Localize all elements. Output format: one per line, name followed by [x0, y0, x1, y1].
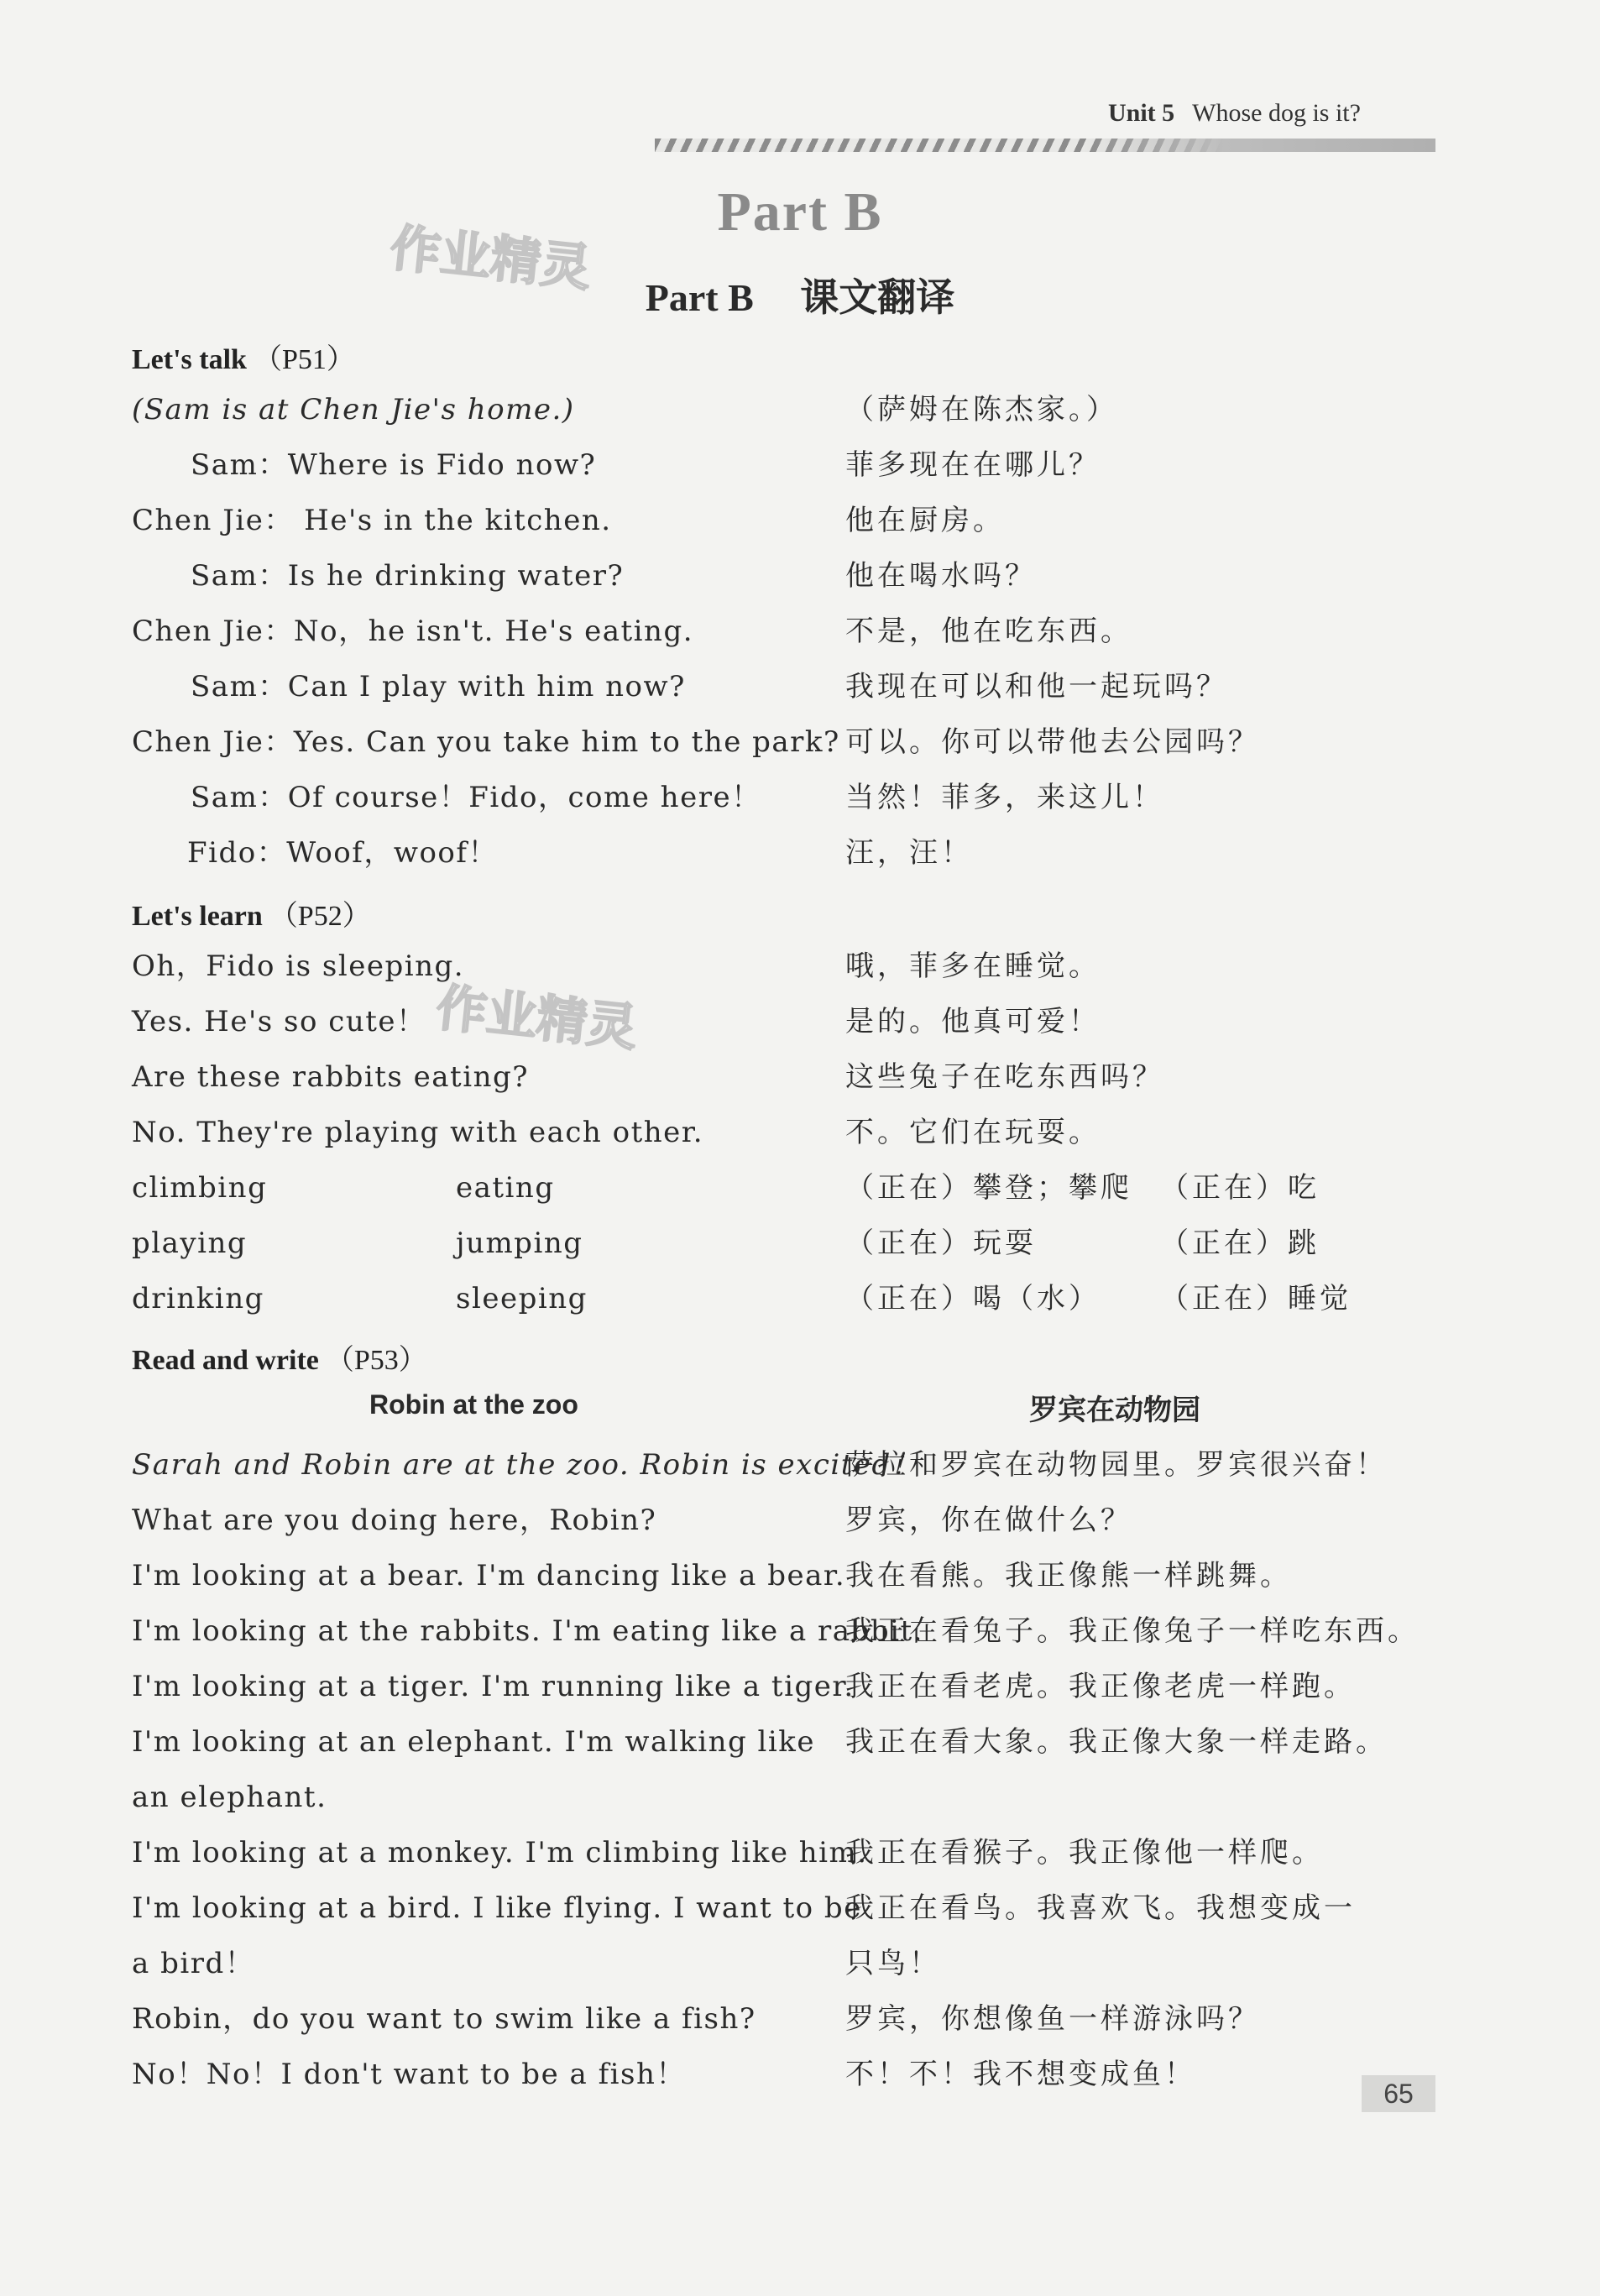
- story-title-en: Robin at the zoo: [369, 1389, 578, 1420]
- read-and-write-page-ref: （P53）: [325, 1345, 427, 1376]
- section-title: [0, 267, 1600, 322]
- story-line-en: Sarah and Robin are at the zoo. Robin is excited！: [132, 1448, 922, 1482]
- dialogue-line-en: Fido：Woof，woof！: [187, 836, 498, 870]
- story-line-en: What are you doing here，Robin?: [132, 1504, 657, 1537]
- story-line-zh: 我正在看猴子。我正像他一样爬。: [845, 1836, 1324, 1870]
- story-line-zh: 我正在看老虎。我正像老虎一样跑。: [845, 1670, 1356, 1703]
- dialogue-line-zh: 菲多现在在哪儿？: [845, 448, 1101, 482]
- story-line-en: I'm looking at a bear. I'm dancing like a bear.: [132, 1559, 846, 1593]
- dialogue-line-zh: （萨姆在陈杰家。）: [845, 393, 1118, 426]
- vocab-word-zh: （正在）吃: [1160, 1171, 1320, 1205]
- running-head-unit: Unit 5: [1108, 99, 1175, 127]
- story-line-zh: 不！不！我不想变成鱼！: [845, 2058, 1196, 2091]
- dialogue-line-en: (Sam is at Chen Jie's home.): [132, 393, 575, 426]
- learn-line-zh: 是的。他真可爱！: [845, 1005, 1101, 1038]
- dialogue-line-en: Sam：Is he drinking water?: [191, 559, 625, 593]
- story-line-en: a bird！: [132, 1947, 255, 1980]
- dialogue-line-en: Sam：Of course！Fido，come here！: [191, 781, 761, 814]
- read-and-write-heading: [132, 1336, 427, 1378]
- read-and-write-heading-text: Read and write: [132, 1345, 319, 1376]
- vocab-word-en: sleeping: [456, 1282, 588, 1315]
- story-line-zh: 罗宾，你想像鱼一样游泳吗？: [845, 2002, 1260, 2036]
- lets-talk-heading: [132, 336, 355, 377]
- vocab-word-zh: （正在）喝（水）: [845, 1282, 1101, 1315]
- story-line-zh: 我正在看兔子。我正像兔子一样吃东西。: [845, 1614, 1420, 1648]
- vocab-word-en: drinking: [132, 1282, 264, 1315]
- dialogue-line-en: Chen Jie： He's in the kitchen.: [132, 504, 612, 537]
- dialogue-line-en: Chen Jie：Yes. Can you take him to the park?: [132, 725, 840, 759]
- dialogue-line-zh: 可以。你可以带他去公园吗？: [845, 725, 1260, 759]
- story-line-zh: 我正在看鸟。我喜欢飞。我想变成一: [845, 1891, 1356, 1925]
- running-head: [1108, 99, 1361, 128]
- story-line-zh: 只鸟！: [845, 1947, 941, 1980]
- section-title-en: Part B: [645, 276, 754, 319]
- story-line-zh: 萨拉和罗宾在动物园里。罗宾很兴奋！: [845, 1448, 1388, 1482]
- vocab-word-zh: （正在）睡觉: [1160, 1282, 1352, 1315]
- lets-talk-heading-text: Let's talk: [132, 344, 247, 375]
- vocab-word-en: playing: [132, 1226, 248, 1260]
- story-line-zh: 我在看熊。我正像熊一样跳舞。: [845, 1559, 1292, 1593]
- learn-line-en: No. They're playing with each other.: [132, 1116, 704, 1149]
- learn-line-en: Oh，Fido is sleeping.: [132, 949, 465, 983]
- vocab-word-en: eating: [456, 1171, 555, 1205]
- lets-learn-heading: [132, 892, 371, 934]
- vocab-word-zh: （正在）玩耍: [845, 1226, 1037, 1260]
- dialogue-line-zh: 他在喝水吗？: [845, 559, 1037, 593]
- dialogue-line-zh: 我现在可以和他一起玩吗？: [845, 670, 1228, 703]
- story-line-en: Robin，do you want to swim like a fish?: [132, 2002, 756, 2036]
- dialogue-line-en: Sam：Can I play with him now?: [191, 670, 686, 703]
- story-line-en: I'm looking at the rabbits. I'm eating like a rabbit.: [132, 1614, 923, 1648]
- dialogue-line-zh: 当然！菲多，来这儿！: [845, 781, 1164, 814]
- watermark: 作业精灵: [433, 978, 641, 1059]
- learn-line-zh: 不。它们在玩耍。: [845, 1116, 1101, 1149]
- story-line-en: No！No！I don't want to be a fish！: [132, 2058, 686, 2091]
- page-number: 65: [1362, 2075, 1435, 2112]
- lets-talk-page-ref: （P51）: [253, 344, 355, 375]
- watermark: 作业精灵: [387, 218, 594, 299]
- story-line-en: I'm looking at a bird. I like flying. I want to be: [132, 1891, 862, 1925]
- dialogue-line-en: Sam：Where is Fido now?: [191, 448, 597, 482]
- dialogue-line-en: Chen Jie：No，he isn't. He's eating.: [132, 615, 694, 648]
- story-title-zh: 罗宾在动物园: [1029, 1394, 1200, 1427]
- dialogue-line-zh: 汪，汪！: [845, 836, 973, 870]
- lets-learn-page-ref: （P52）: [269, 901, 371, 932]
- story-line-zh: 罗宾，你在做什么？: [845, 1504, 1132, 1537]
- section-title-zh: 课文翻译: [800, 276, 955, 319]
- part-title: Part B: [717, 181, 883, 243]
- vocab-word-zh: （正在）跳: [1160, 1226, 1320, 1260]
- story-line-en: I'm looking at a monkey. I'm climbing like him.: [132, 1836, 868, 1870]
- story-line-zh: 我正在看大象。我正像大象一样走路。: [845, 1725, 1388, 1759]
- learn-line-en: Yes. He's so cute！: [132, 1005, 426, 1038]
- running-head-title: Whose dog is it?: [1192, 99, 1361, 127]
- learn-line-zh: 这些兔子在吃东西吗？: [845, 1060, 1164, 1094]
- lets-learn-heading-text: Let's learn: [132, 901, 263, 932]
- vocab-word-en: jumping: [456, 1226, 583, 1260]
- story-line-en: I'm looking at an elephant. I'm walking like: [132, 1725, 816, 1759]
- header-decorative-bar: [655, 139, 1435, 152]
- learn-line-zh: 哦，菲多在睡觉。: [845, 949, 1101, 983]
- vocab-word-zh: （正在）攀登；攀爬: [845, 1171, 1132, 1205]
- learn-line-en: Are these rabbits eating?: [132, 1060, 529, 1094]
- story-line-en: I'm looking at a tiger. I'm running like a tiger.: [132, 1670, 855, 1703]
- dialogue-line-zh: 不是，他在吃东西。: [845, 615, 1132, 648]
- vocab-word-en: climbing: [132, 1171, 268, 1205]
- story-line-en: an elephant.: [132, 1781, 327, 1814]
- dialogue-line-zh: 他在厨房。: [845, 504, 1005, 537]
